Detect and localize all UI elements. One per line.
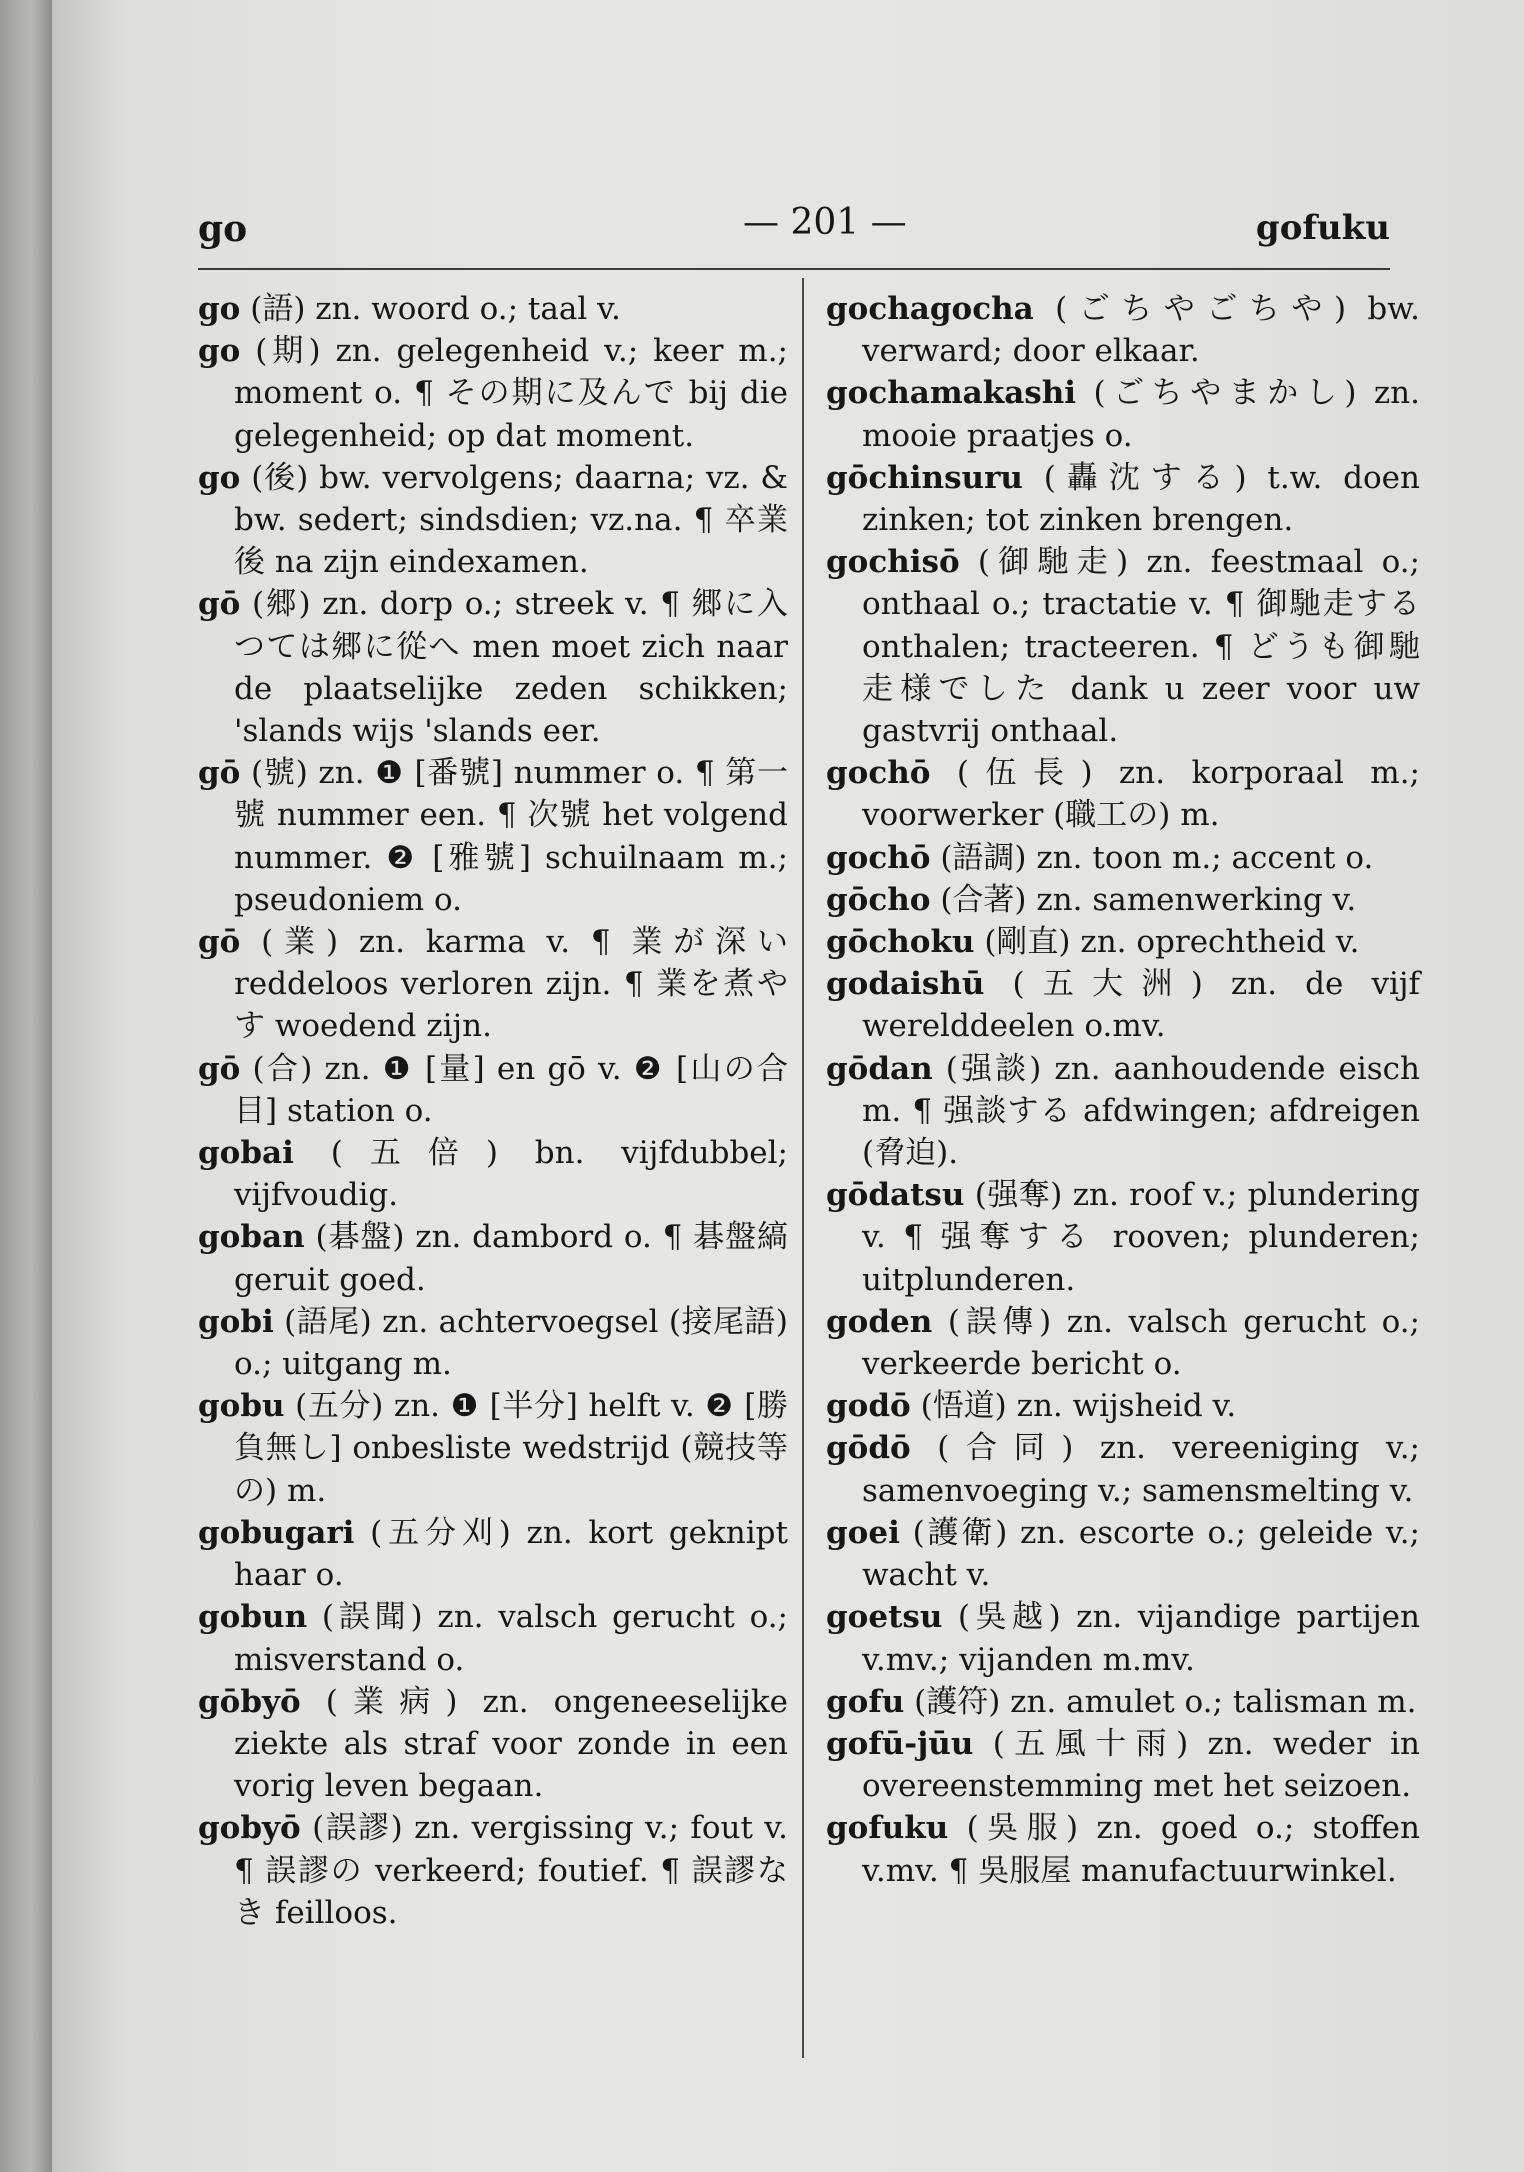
dictionary-entry	[198, 288, 788, 330]
entry-headword: gochisō	[826, 544, 960, 581]
dictionary-entry	[198, 921, 788, 1048]
entry-definition: (誤傳) zn. valsch gerucht o.; verkeerde bericht o.	[862, 1303, 1420, 1383]
entry-headword: goei	[826, 1514, 900, 1551]
dictionary-entry	[198, 1596, 788, 1680]
dictionary-entry	[198, 1132, 788, 1216]
entry-definition: (號) zn. ❶ [番號] nummer o. ¶ 第一號 nummer een. ¶ 次號 het volgend nummer. ❷ [雅號] schuilnaam m.; pseudoniem o.	[234, 755, 788, 918]
entry-definition: (五風十雨) zn. weder in overeenstemming met het seizoen.	[862, 1725, 1420, 1805]
dictionary-entry	[826, 1681, 1420, 1723]
entry-definition: (吳越) zn. vijandige partijen v.mv.; vijanden m.mv.	[862, 1599, 1420, 1678]
dictionary-entry	[198, 1512, 788, 1596]
entry-definition: (護衛) zn. escorte o.; geleide v.; wacht v.	[862, 1514, 1421, 1594]
entry-headword: gobu	[198, 1388, 285, 1425]
entry-definition: (强奪) zn. roof v.; plundering v. ¶ 强奪する rooven; plunderen; uitplunderen.	[862, 1177, 1420, 1298]
header-rule	[198, 268, 1390, 270]
entry-headword: gōbyō	[198, 1683, 301, 1720]
dictionary-entry	[826, 752, 1420, 836]
entry-definition: (ごちやごちや) bw. verward; door elkaar.	[862, 291, 1420, 370]
entry-headword: gochagocha	[826, 291, 1034, 327]
entry-headword: gobyō	[198, 1810, 301, 1847]
dictionary-entry	[198, 1216, 788, 1300]
entry-definition: (護符) zn. amulet o.; talisman m.	[914, 1683, 1417, 1720]
entry-headword: gōchinsuru	[826, 459, 1023, 496]
entry-headword: goetsu	[826, 1599, 943, 1636]
dictionary-entry	[198, 752, 788, 921]
entry-headword: gobi	[198, 1303, 274, 1340]
entry-headword: gochamakashi	[826, 375, 1077, 412]
entry-headword: gō	[198, 1050, 241, 1087]
dictionary-entry	[826, 879, 1420, 921]
entry-headword: gofu	[826, 1683, 905, 1720]
entry-definition: (吳服) zn. goed o.; stoffen v.mv. ¶ 吳服屋 manufactuurwinkel.	[862, 1810, 1420, 1889]
entry-definition: (誤聞) zn. valsch gerucht o.; misverstand o.	[234, 1599, 789, 1678]
dictionary-entry	[198, 1048, 788, 1132]
entry-headword: gofuku	[826, 1810, 949, 1847]
dictionary-entry	[826, 1301, 1420, 1385]
entry-definition: (碁盤) zn. dambord o. ¶ 碁盤縞 geruit goed.	[234, 1219, 788, 1298]
entry-definition: (期) zn. gelegenheid v.; keer m.; moment o. ¶ その期に及んで bij die gelegenheid; op dat moment.	[234, 333, 788, 454]
dictionary-entry	[198, 1301, 788, 1385]
entry-definition: (語尾) zn. achtervoegsel (接尾語) o.; uitgang m.	[234, 1303, 789, 1383]
entry-definition: (轟沈する) t.w. doen zinken; tot zinken brengen.	[862, 459, 1420, 539]
entry-headword: gōcho	[826, 881, 931, 918]
dictionary-entry	[198, 457, 788, 584]
dictionary-entry	[826, 837, 1420, 879]
entry-definition: (剛直) zn. oprechtheid v.	[984, 924, 1360, 961]
entry-headword: gō	[198, 755, 241, 792]
entry-headword: gochō	[826, 839, 931, 876]
dictionary-entry	[826, 1048, 1420, 1175]
entry-headword: gō	[198, 924, 241, 961]
entry-headword: gōchoku	[826, 924, 975, 961]
entry-definition: (誤謬) zn. vergissing v.; fout v. ¶ 誤謬の verkeerd; foutief. ¶ 誤謬なき feilloos.	[234, 1810, 788, 1931]
entry-definition: (悟道) zn. wijsheid v.	[920, 1388, 1237, 1425]
header-left-guide-word: go	[198, 208, 248, 250]
entry-headword: goden	[826, 1303, 933, 1340]
entry-definition: (語) zn. woord o.; taal v.	[250, 291, 621, 327]
dictionary-entry	[198, 1385, 788, 1512]
entry-headword: go	[198, 291, 241, 327]
entry-headword: gōdatsu	[826, 1177, 965, 1214]
entry-definition: (後) bw. vervolgens; daarna; vz. & bw. sedert; sindsdien; vz.na. ¶ 卒業後 na zijn eindexamen.	[234, 459, 789, 581]
entry-definition: (五大洲) zn. de vijf werelddeelen o.mv.	[862, 966, 1420, 1045]
dictionary-entry	[826, 541, 1420, 752]
dictionary-entry	[826, 1427, 1420, 1511]
entry-headword: gobai	[198, 1135, 294, 1172]
book-spine	[0, 0, 52, 2172]
entry-headword: gōdan	[826, 1050, 933, 1087]
dictionary-entry	[198, 1807, 788, 1934]
dictionary-entry	[826, 1723, 1420, 1807]
header-right-guide-word: gofuku	[1255, 208, 1390, 248]
entry-definition: (强談) zn. aanhoudende eisch m. ¶ 强談する afdwingen; afdreigen (脅迫).	[862, 1050, 1420, 1172]
entry-definition: (五分) zn. ❶ [半分] helft v. ❷ [勝負無し] onbesliste wedstrijd (競技等の) m.	[234, 1388, 789, 1509]
entry-definition: (業病) zn. ongeneeselijke ziekte als straf voor zonde in een vorig leven begaan.	[234, 1683, 788, 1805]
entry-headword: gochō	[826, 755, 931, 792]
entry-definition: (御馳走) zn. feestmaal o.; onthaal o.; tractatie v. ¶ 御馳走する onthalen; tracteeren. ¶ どうも御馳走様でした dank u zeer voor uw gastvrij onthaal.	[862, 544, 1421, 750]
dictionary-entry	[198, 1681, 788, 1808]
entry-headword: goban	[198, 1219, 305, 1256]
entry-definition: (合同) zn. vereeniging v.; samenvoeging v.; samensmelting v.	[862, 1430, 1420, 1509]
entry-headword: gofū-jūu	[826, 1725, 974, 1762]
dictionary-entry	[826, 288, 1420, 372]
dictionary-entry	[826, 1174, 1420, 1301]
entry-definition: (合著) zn. samenwerking v.	[940, 881, 1357, 918]
entry-headword: go	[198, 459, 241, 496]
entry-definition: (合) zn. ❶ [量] en gō v. ❷ [山の合目] station o.	[234, 1050, 789, 1129]
entry-headword: gobun	[198, 1599, 308, 1636]
entry-definition: (ごちやまかし) zn. mooie praatjes o.	[862, 375, 1420, 454]
dictionary-entry	[826, 1807, 1420, 1891]
dictionary-entry	[826, 372, 1420, 456]
right-column	[826, 288, 1420, 1892]
page-number: — 201 —	[743, 202, 907, 243]
dictionary-entry	[826, 921, 1420, 963]
dictionary-entry	[826, 1385, 1420, 1427]
entry-headword: gō	[198, 586, 241, 623]
entry-definition: (郷) zn. dorp o.; streek v. ¶ 郷に入つては郷に從へ men moet zich naar de plaatselijke zeden schikken; 'slands wijs 'slands eer.	[234, 586, 788, 750]
entry-definition: (五倍) bn. vijfdubbel; vijfvoudig.	[234, 1135, 789, 1214]
entry-headword: godō	[826, 1388, 911, 1425]
entry-definition: (語調) zn. toon m.; accent o.	[940, 839, 1374, 876]
page-header	[198, 200, 1390, 260]
dictionary-entry	[198, 330, 788, 457]
entry-definition: (伍長) zn. korporaal m.; voorwerker (職工の) m.	[862, 755, 1420, 834]
dictionary-entry	[826, 1596, 1420, 1680]
dictionary-entry	[826, 457, 1420, 541]
dictionary-entry	[826, 1512, 1420, 1596]
entry-definition: (五分刈) zn. kort geknipt haar o.	[234, 1514, 788, 1594]
dictionary-entry	[198, 583, 788, 752]
entry-definition: (業) zn. karma v. ¶ 業が深い reddeloos verloren zijn. ¶ 業を煮やす woedend zijn.	[234, 924, 788, 1045]
entry-headword: godaishū	[826, 966, 985, 1003]
entry-headword: gobugari	[198, 1514, 355, 1551]
left-column	[198, 288, 788, 1934]
entry-headword: go	[198, 333, 241, 370]
column-divider	[802, 278, 804, 2058]
entry-headword: gōdō	[826, 1430, 911, 1467]
dictionary-entry	[826, 963, 1420, 1047]
